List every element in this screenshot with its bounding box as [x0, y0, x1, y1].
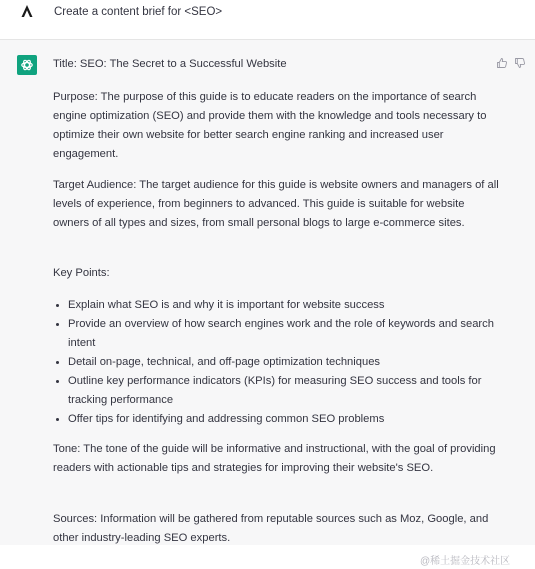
thumbs-down-icon[interactable] — [514, 57, 526, 69]
assistant-message-row — [0, 40, 535, 567]
list-item-text: Offer tips for identifying and addressing common SEO problems — [68, 413, 385, 425]
list-item-text: Provide an overview of how search engines work and the role of keywords and search intent — [68, 318, 494, 349]
bullet-icon — [56, 418, 59, 421]
list-item — [53, 353, 503, 372]
response-sources: Sources: Information will be gathered from reputable sources such as Moz, Google, and other industry-leading SEO experts. — [53, 513, 489, 544]
list-item-text: Outline key performance indicators (KPIs) for measuring SEO success and tools for tracking performance — [68, 375, 482, 406]
list-item-text: Explain what SEO is and why it is important for website success — [68, 299, 385, 311]
triangle-logo-icon — [19, 3, 35, 19]
bullet-icon — [56, 304, 59, 307]
user-prompt-text: Create a content brief for <SEO> — [54, 6, 223, 18]
list-item — [53, 410, 503, 429]
bullet-icon — [56, 323, 59, 326]
list-item — [53, 315, 503, 353]
response-tone: Tone: The tone of the guide will be informative and instructional, with the goal of providing readers with actionable tips and strategies for improving their website's SEO. — [53, 443, 496, 474]
watermark-text: @稀土掘金技术社区 — [420, 556, 511, 567]
list-item — [53, 296, 503, 315]
list-item-text: Detail on-page, technical, and off-page optimization techniques — [68, 356, 381, 368]
bullet-icon — [56, 361, 59, 364]
user-message-row — [0, 0, 535, 40]
openai-logo-icon — [17, 55, 37, 75]
response-title: Title: SEO: The Secret to a Successful Website — [53, 58, 287, 70]
response-purpose: Purpose: The purpose of this guide is to educate readers on the importance of search engine optimization (SEO) and provide them with the knowledge and tools necessary to optimize their own website for better search engine ranking and increased user engagement. — [53, 91, 487, 160]
key-points-heading: Key Points: — [53, 267, 110, 279]
list-item — [53, 372, 503, 410]
bullet-icon — [56, 380, 59, 383]
response-target-audience: Target Audience: The target audience for this guide is website owners and managers of all levels of experience, from beginners to advanced. This guide is suitable for website owners of all types and sizes, from small personal blogs to large e-commerce sites. — [53, 179, 499, 229]
key-points-list — [53, 296, 503, 429]
